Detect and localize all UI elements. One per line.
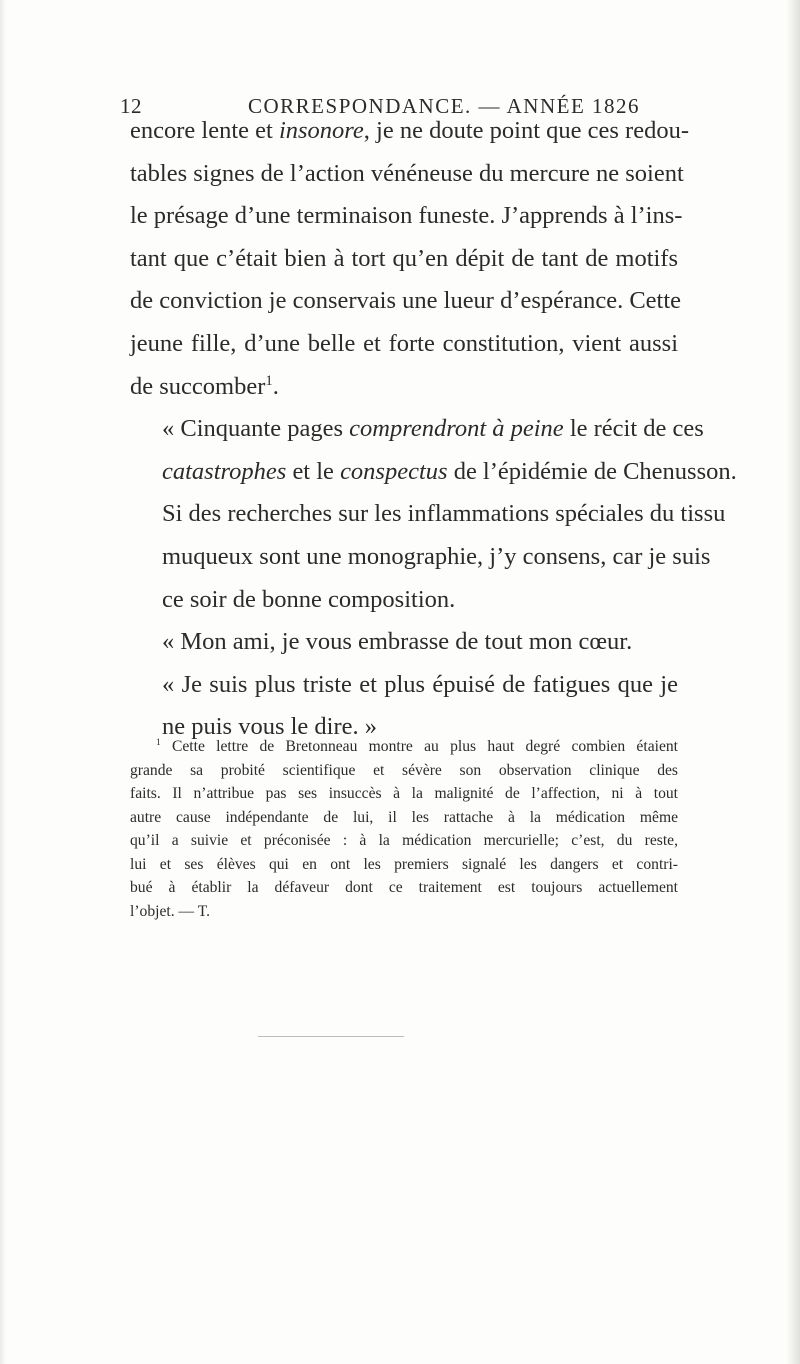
text-line: tables signes de l’action vénéneuse du mercure ne soient (130, 159, 684, 187)
page-edge-shadow (786, 0, 800, 1364)
footnote-line: qu’il a suivie et préconisée : à la médication mercurielle; c’est, du reste, (130, 832, 678, 849)
footnote-line: faits. Il n’attribue pas ses insuccès à la malignité de l’affection, ni à tout (130, 785, 678, 802)
text-line: jeune fille, d’une belle et forte constitution, vient aussi (130, 329, 678, 357)
text-line: « Je suis plus triste et plus épuisé de fatigues que je (162, 670, 678, 698)
footnote-line: lui et ses élèves qui en ont les premiers signalé les dangers et contri- (130, 855, 678, 873)
footnote-line: autre cause indépendante de lui, il les rattache à la médication même (130, 808, 678, 826)
text-line: « Mon ami, je vous embrasse de tout mon cœur. (162, 628, 633, 656)
text-line: ce soir de bonne composition. (162, 585, 456, 613)
text-line: Si des recherches sur les inflammations spéciales du tissu (162, 500, 726, 528)
footnote-line: grande sa probité scientifique et sévère son observation clinique des (130, 761, 678, 779)
text-line: ne puis vous le dire. » (162, 713, 378, 741)
text-line: tant que c’était bien à tort qu’en dépit de tant de motifs (130, 244, 678, 272)
italic-word: catastrophes (162, 457, 287, 485)
italic-word: insonore (278, 117, 364, 144)
italic-phrase: comprendront à peine (349, 415, 564, 443)
text-line: « Cinquante pages comprendront à peine le récit de ces (162, 415, 704, 443)
running-title: CORRESPONDANCE. — ANNÉE 1826 (248, 94, 641, 118)
text-line: muqueux sont une monographie, j’y consens, car je suis (162, 542, 711, 570)
footnote-line: bué à établir la défaveur dont ce traitement est toujours actuellement (130, 879, 678, 896)
text-line: encore lente et insonore, je ne doute point que ces redou- (130, 117, 689, 144)
italic-word: conspectus (340, 457, 448, 485)
footnote-reference: 1 (265, 372, 273, 389)
divider-rule (258, 1036, 404, 1037)
page-edge-shadow-left (0, 0, 6, 1364)
footnote-line: l’objet. — T. (130, 902, 210, 920)
footnote-line: $^1$ Cette lettre de Bretonneau montre au plus haut degré combien étaient (156, 737, 678, 755)
main-text (130, 110, 737, 749)
text-line: catastrophes et le conspectus de l’épidémie de Chenusson. (162, 457, 737, 485)
paragraph-3 (130, 621, 678, 664)
text-line: de conviction je conservais une lueur d’espérance. Cette (130, 287, 682, 315)
page-number: 12 (120, 94, 142, 118)
text-line: le présage d’une terminaison funeste. J’apprends à l’ins- (130, 202, 683, 230)
text-line: de succomber$^1$. (130, 372, 279, 400)
footnote-marker: 1 (156, 737, 161, 748)
paragraph-1 (130, 110, 689, 408)
footnote (130, 735, 678, 923)
paragraph-2 (130, 408, 737, 621)
